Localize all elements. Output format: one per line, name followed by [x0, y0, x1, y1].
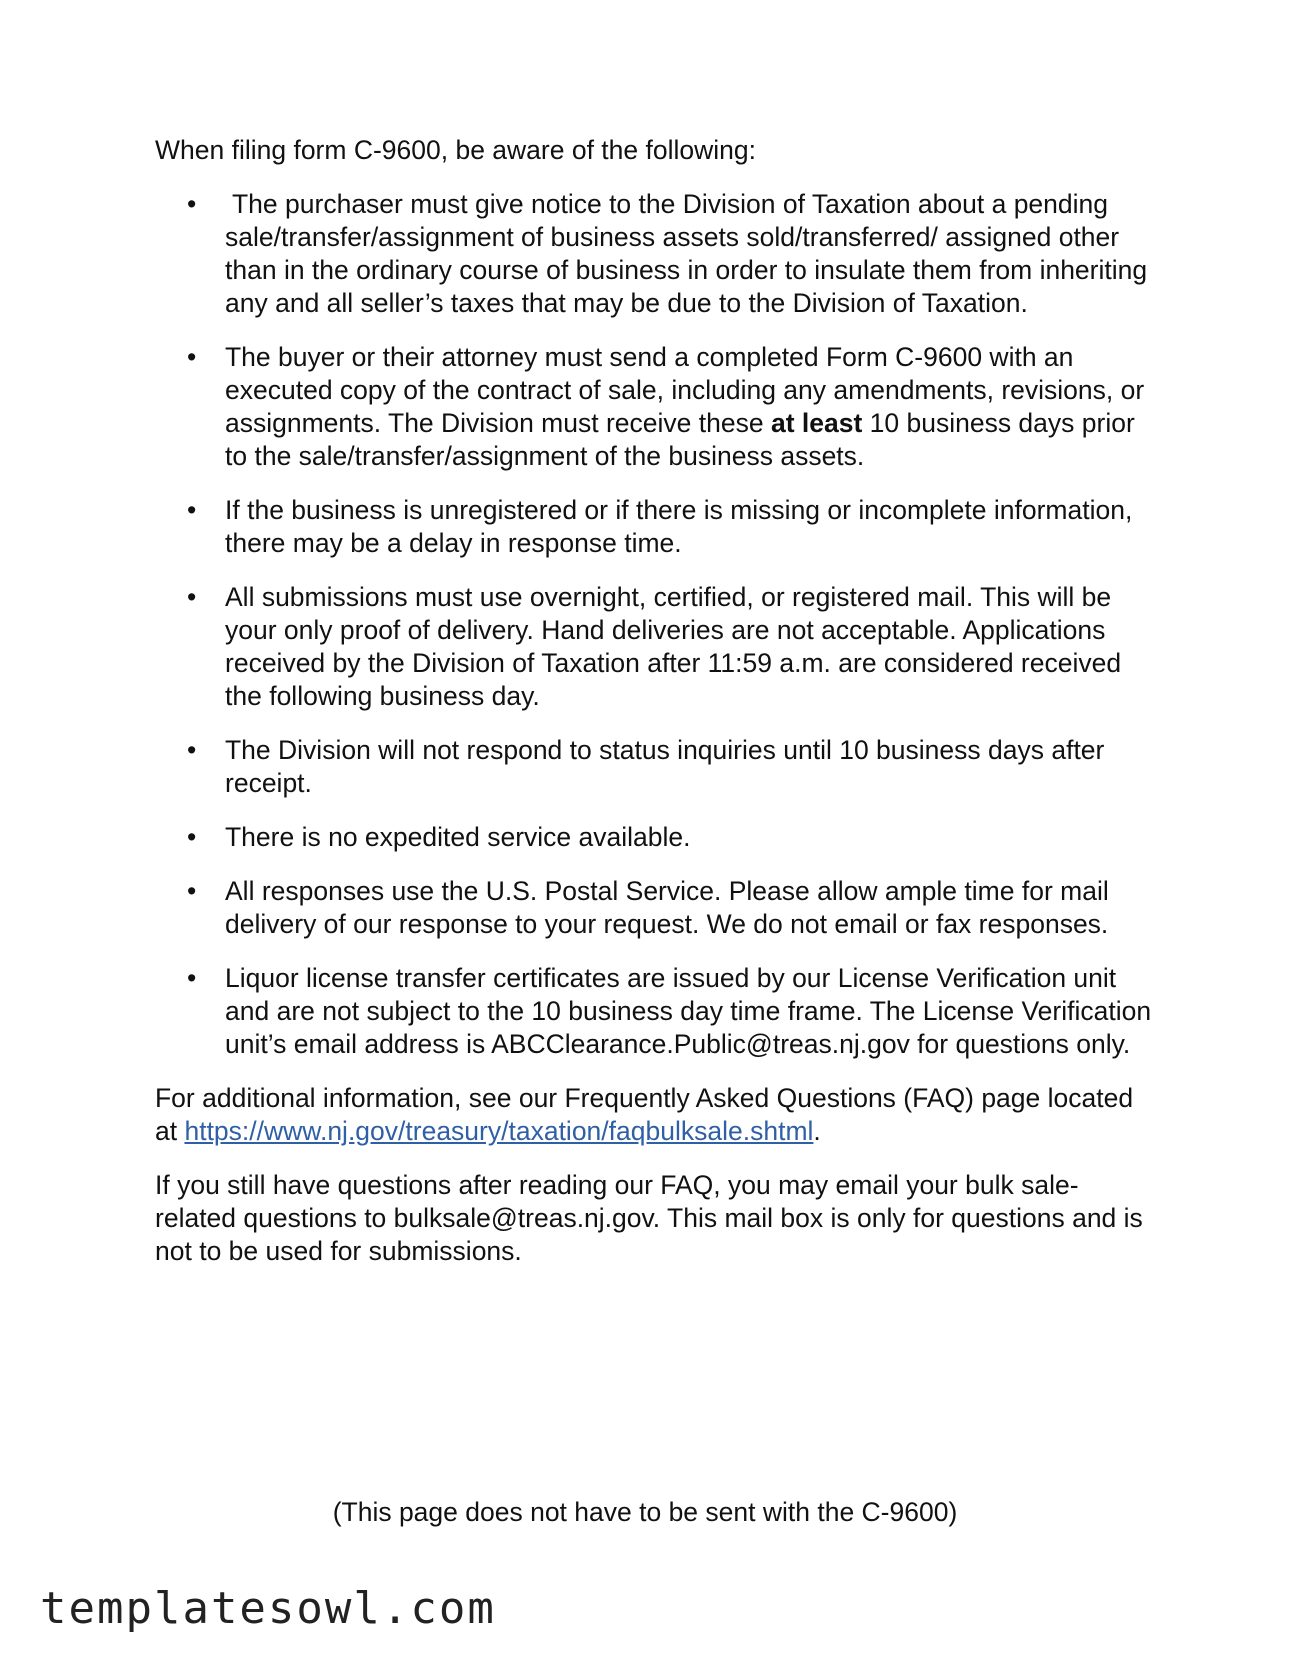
list-item: [155, 821, 1155, 854]
note-text-before: The buyer or their attorney must send a completed Form C-9600 with an executed copy of the contract of sale, including any amendments, revisions, or assignments. The Division must receive these: [225, 342, 1145, 438]
note-text: All submissions must use overnight, certified, or registered mail. This will be your only proof of delivery. Hand deliveries are not acceptable. Applications received by the Division of Taxation after 11:59 a.m. are considered received the following business day.: [225, 582, 1122, 711]
list-item: [155, 341, 1155, 473]
note-text: The purchaser must give notice to the Division of Taxation about a pending sale/transfer/assignment of business assets sold/transferred/ assigned other than in the ordinary course of business in order to insulate them from inheriting any and all seller’s taxes that may be due to the Division of Taxation.: [225, 189, 1148, 318]
list-item: [155, 734, 1155, 800]
note-text: All responses use the U.S. Postal Service. Please allow ample time for mail delivery of our response to your request. We do not email or fax responses.: [225, 876, 1109, 939]
note-text: If the business is unregistered or if there is missing or incomplete information, there may be a delay in response time.: [225, 495, 1133, 558]
list-item: [155, 188, 1155, 320]
bullet-icon: •: [187, 822, 197, 852]
list-item: [155, 494, 1155, 560]
document-body: [155, 134, 1155, 1289]
faq-paragraph: [155, 1082, 1155, 1148]
bullet-icon: •: [187, 495, 197, 525]
contact-paragraph: If you still have questions after reading our FAQ, you may email your bulk sale-related questions to bulksale@treas.nj.gov. This mail box is only for questions and is not to be used for submissions.: [155, 1170, 1143, 1266]
faq-text-after: .: [813, 1116, 821, 1146]
watermark-logo: templatesowl.com: [40, 1583, 496, 1634]
bullet-icon: •: [187, 876, 197, 906]
list-item: [155, 962, 1155, 1061]
faq-link[interactable]: https://www.nj.gov/treasury/taxation/faqbulksale.shtml: [184, 1116, 814, 1146]
bullet-icon: •: [187, 342, 197, 372]
note-text: Liquor license transfer certificates are issued by our License Verification unit and are not subject to the 10 business day time frame. The License Verification unit’s email address is ABCClearance.Public@treas.nj.gov for questions only.: [225, 963, 1152, 1059]
intro-text: When filing form C-9600, be aware of the following:: [155, 135, 756, 165]
bullet-icon: •: [187, 582, 197, 612]
note-text-bold: at least: [770, 408, 863, 438]
note-text: There is no expedited service available.: [225, 822, 691, 852]
list-item: [155, 581, 1155, 713]
bullet-icon: •: [187, 189, 197, 219]
faq-text-before: For additional information, see our Frequently Asked Questions (FAQ) page located at: [155, 1083, 1134, 1146]
note-text: The Division will not respond to status inquiries until 10 business days after receipt.: [225, 735, 1105, 798]
notes-list: [155, 188, 1155, 1061]
bullet-icon: •: [187, 735, 197, 765]
list-item: [155, 875, 1155, 941]
bullet-icon: •: [187, 963, 197, 993]
note-text-after: 10 business days prior to the sale/transfer/assignment of the business assets.: [225, 408, 1135, 471]
footer-note: (This page does not have to be sent with the C-9600): [332, 1497, 958, 1527]
